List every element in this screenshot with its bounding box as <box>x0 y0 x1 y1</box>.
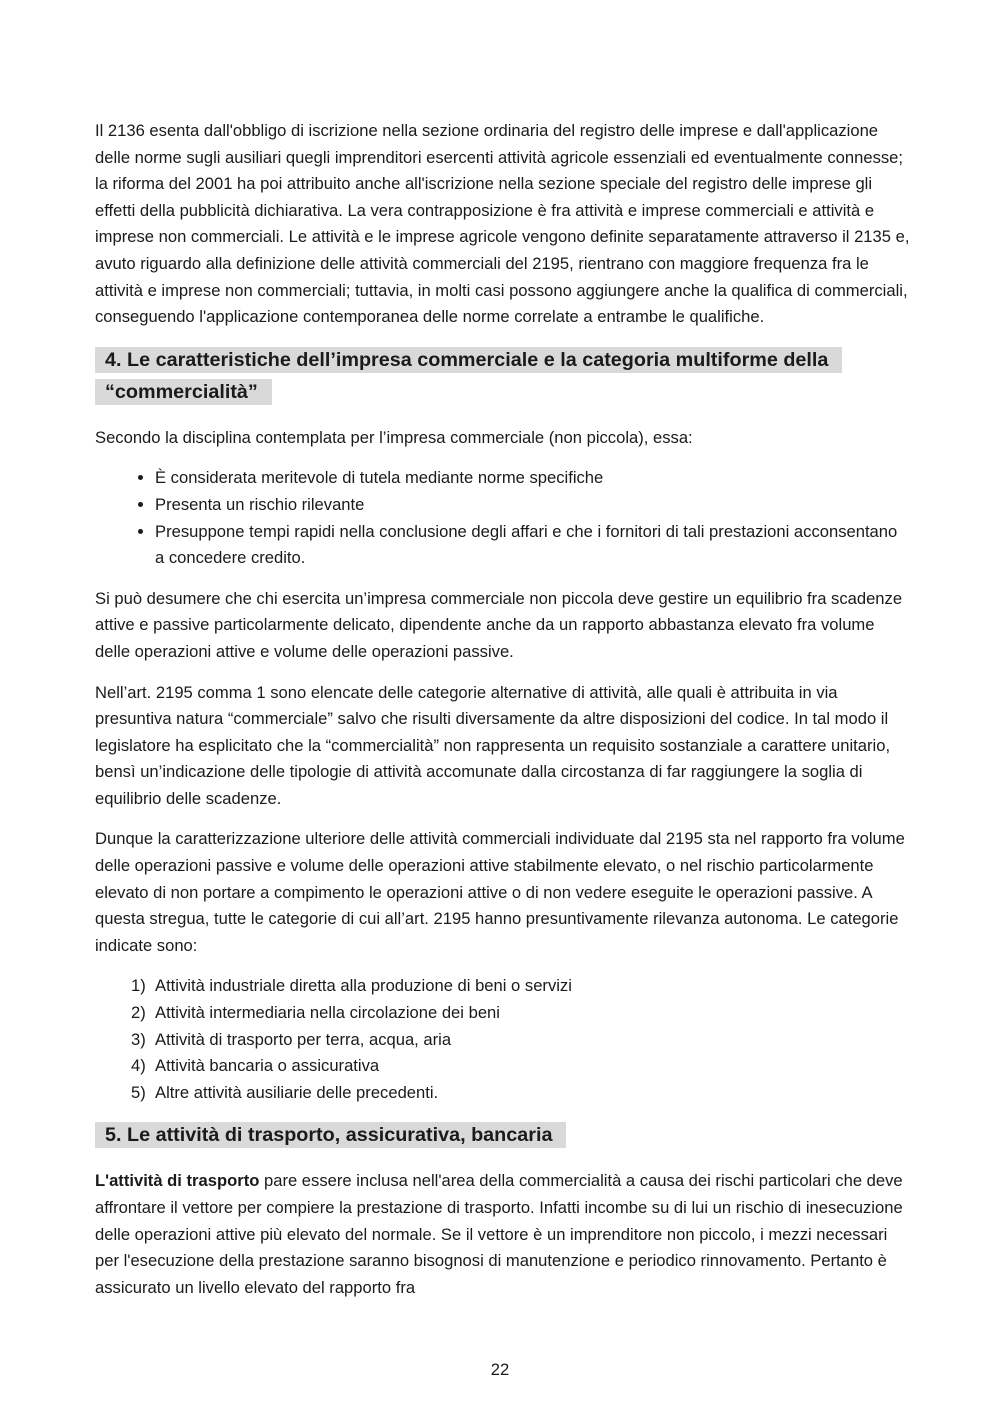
category-item: 3. Attività di trasporto per terra, acqua, aria <box>155 1027 910 1054</box>
transport-lead-bold: L'attività di trasporto <box>95 1171 260 1191</box>
categories-list <box>95 973 910 1106</box>
category-item: 5. Altre attività ausiliarie delle precedenti. <box>155 1080 910 1107</box>
paragraph-art-2195: Nell’art. 2195 comma 1 sono elencate delle categorie alternative di attività, alle quali è attribuita in via presuntiva natura “commerciale” salvo che risulti diversamente da altre disposizioni del codice. In tal modo il legislatore ha esplicitato che la “commercialità” non rappresenta un requisito sostanziale a carattere unitario, bensì un’indicazione delle tipologie di attività accomunate dalla circostanza di far raggiungere la soglia di equilibrio delle scadenze. <box>95 682 891 808</box>
paragraph-intro: Il 2136 esenta dall'obbligo di iscrizione nella sezione ordinaria del registro delle imprese e dall'applicazione delle norme sugli ausiliari quegli imprenditori esercenti attività agricole essenziali ed eventualmente connesse; la riforma del 2001 ha poi attribuito anche all'iscrizione nella sezione speciale del registro delle imprese gli effetti della pubblicità dichiarativa. La vera contrapposizione è fra attività e imprese commerciali e attività e imprese non commerciali. Le attività e le imprese agricole vengono definite separatamente attraverso il 2135 e, avuto riguardo alla definizione delle attività commerciali del 2195, rientrano con maggiore frequenza fra le attività e imprese non commerciali; tuttavia, in molti casi possono aggiungere anche la qualifica di commerciali, conseguendo l'applicazione contemporanea delle norme correlate a entrambe le qualifiche. <box>95 121 910 327</box>
bullet-list <box>95 465 910 571</box>
page-number: 22 <box>490 1360 510 1379</box>
paragraph-transport <box>95 1168 910 1301</box>
page-content <box>95 118 910 1315</box>
section-heading-4-wrapper <box>95 345 910 409</box>
section-heading-4: 4. Le caratteristiche dell’impresa commerciale e la categoria multiforme della “commercialità” <box>95 347 842 405</box>
category-item: 1. Attività industriale diretta alla produzione di beni o servizi <box>155 973 910 1000</box>
paragraph-discipline: Secondo la disciplina contemplata per l’impresa commerciale (non piccola), essa: <box>95 427 693 447</box>
section-heading-5-wrapper <box>95 1120 910 1152</box>
bullet-item: • Presenta un rischio rilevante <box>155 492 910 519</box>
section-heading-5: 5. Le attività di trasporto, assicurativa, bancaria <box>95 1122 566 1148</box>
category-item: 2. Attività intermediaria nella circolazione dei beni <box>155 1000 910 1027</box>
paragraph-characterization: Dunque la caratterizzazione ulteriore delle attività commerciali individuate dal 2195 sta nel rapporto fra volume delle operazioni passive e volume delle operazioni attive stabilmente elevato, o nel rischio particolarmente elevato di non portare a compimento le operazioni attive o di non vedere eseguite le operazioni passive. A questa stregua, tutte le categorie di cui all’art. 2195 hanno presuntivamente rilevanza autonoma. Le categorie indicate sono: <box>95 829 905 955</box>
bullet-item: • Presuppone tempi rapidi nella conclusione degli affari e che i fornitori di tali prestazioni acconsentano a concedere credito. <box>155 519 910 572</box>
category-item: 4. Attività bancaria o assicurativa <box>155 1053 910 1080</box>
transport-text: pare essere inclusa nell'area della commercialità a causa dei rischi particolari che deve affrontare il vettore per compiere la prestazione di trasporto. Infatti incombe su di lui un rischio di inesecuzione delle operazioni attive più elevato del normale. Se il vettore è un imprenditore non piccolo, i mezzi necessari per l'esecuzione della prestazione saranno bisognosi di manutenzione e periodico rinnovamento. Pertanto è assicurato un livello elevato del rapporto fra <box>95 1171 903 1297</box>
bullet-item: • È considerata meritevole di tutela mediante norme specifiche <box>155 465 910 492</box>
paragraph-equilibrium: Si può desumere che chi esercita un’impresa commerciale non piccola deve gestire un equilibrio fra scadenze attive e passive particolarmente delicato, dipendente anche da un rapporto abbastanza elevato fra volume delle operazioni attive e volume delle operazioni passive. <box>95 588 903 661</box>
